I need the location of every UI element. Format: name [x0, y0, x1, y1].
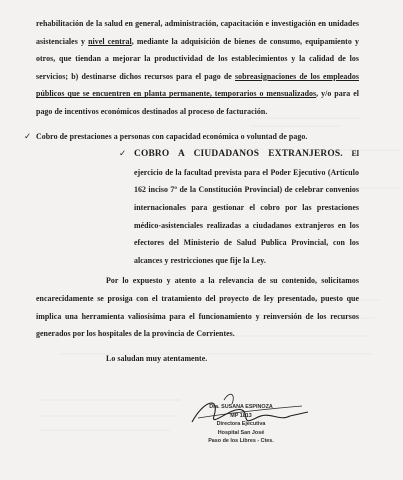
paragraph-destination-of-funds: rehabilitación de la salud en general, administración, capacitación e investigación en unidades asistenciales y nivel central, mediante la adquisición de bienes de consumo, equipamiento y otros, que tiendan a mejorar la productividad de los establecimientos y la calidad de los servicios; b) destinarse dichos recursos para el pago de sobreasignaciones de los empleados públicos que se encuentren en planta permanente, temporarios o mensualizados, y/o para el pago de incentivos económicos destinados al proceso de facturación.	[36, 19, 359, 116]
letter-body	[24, 15, 359, 367]
checkmark-icon: ✓	[119, 148, 127, 159]
paragraph-request: Por lo expuesto y atento a la relevancia de su contenido, solicitamos encarecidamente se prosiga con el tratamiento del proyecto de ley presentado, puesto que implica una herramienta valiosísima para el funcionamiento y reinversión de los recursos generados por los hospitales de la provincia de Corrientes.	[36, 276, 359, 339]
bullet-cobro-extranjeros: ✓ COBRO A CIUDADANOS EXTRANJEROS. El ejercicio de la facultad prevista para el Poder Ejecutivo (Artículo 162 inciso 7º de la Constitución Provincial) de celebrar convenios internacionales para gestionar el cobro por las prestaciones médico-asistenciales realizadas a ciudadanos extranjeros en los efectores del Ministerio de Salud Publica Provincial, con los alcances y restricciones que fije la Ley.	[36, 145, 359, 269]
official-stamp: Dra. SUSANA ESPINOZA MP 1813 Directora Ejecutiva Hospital San José Paso de los Libres - Ctes.	[208, 404, 274, 445]
checkmark-icon: ✓	[24, 130, 32, 141]
bullet-cobro-prestaciones: ✓ Cobro de prestaciones a personas con capacidad económica o voluntad de pago.	[36, 128, 359, 146]
signature-stamp	[184, 370, 314, 455]
closing-salutation: Lo saludan muy atentamente.	[106, 353, 208, 363]
